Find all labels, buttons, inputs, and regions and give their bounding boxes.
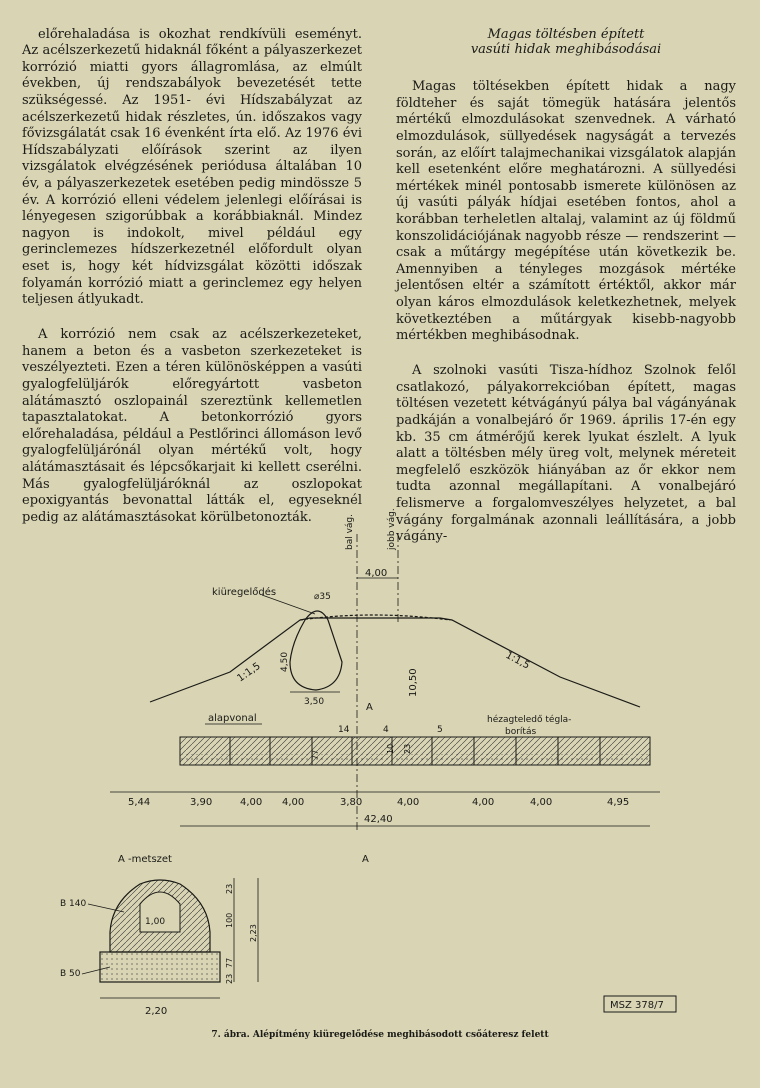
standard-stamp: MSZ 378/7 xyxy=(610,1000,664,1011)
figure-drawing xyxy=(0,492,760,1032)
section-b50: B 50 xyxy=(60,969,81,979)
dimension-value: 3,80 xyxy=(340,797,363,808)
paragraph: A korrózió nem csak az acélszerkezeteket, hanem a beton és a vasbeton szerkezeteket is veszélyezteti. Ezen a téren különösképpen a vasúti gyalogfelüljárók előregyártott vasbeton alátámasztó oszlopainál szereztünk kellemetlen tapasztalatokat. A betonkorrózió gyors előrehaladása, például a Pestlőrinci állomáson levő gyalogfelüljárónál olyan mértékű volt, hogy alátámasztásait és lépcsőkarjait ki kellett cserélni. Más gyalogfelüljáróknál az oszlopokat epoxigyantás bevonattal látták el, egyeseknél pedig az alátámasztásokat körülbetonozták. xyxy=(22,327,362,525)
section-dim-23b: 23 xyxy=(225,973,234,984)
slope-left: 1:1,5 xyxy=(235,660,263,685)
section-heading: Magas töltésben épített vasúti hidak meghibásodásai xyxy=(470,26,662,57)
section-b140: B 140 xyxy=(60,899,87,909)
section-dim-23a: 23 xyxy=(225,883,234,894)
section-a-drawing xyxy=(100,880,220,982)
total-dimension: 42,40 xyxy=(364,814,393,825)
figure-caption: 7. ábra. Alépítmény kiüregelődése meghibásodott csőáteresz felett xyxy=(211,1030,549,1040)
section-dim-77: 77 xyxy=(225,957,234,968)
dimension-value: 3,90 xyxy=(190,797,213,808)
track-label-left: bal vág. xyxy=(345,513,355,550)
dim-77: 77 xyxy=(311,749,320,760)
section-title: A -metszet xyxy=(118,854,172,865)
paragraph: A szolnoki vasúti Tisza-hídhoz Szolnok felől csatlakozó, pályakorrekcióban épített, magas töltésen vezetett kétvágányú pálya bal vágányának padkáján a vonalbejáró őr 1969. április 17-én egy kb. 35 cm átmérőjű kerek lyukat észlelt. A lyuk alatt a töltésben mély üreg volt, melynek méreteit megfelelő eszközök hiányában az őr ekkor nem tudta azonnal megállapítani. A vonalbejáró felismerve a forgalomveszélyes helyzetet, a bal vágány forgalmának azonnali leállítására, a jobb vágány- xyxy=(396,363,736,545)
track-spacing-label: 4,00 xyxy=(365,568,388,579)
embankment xyxy=(150,615,640,707)
dimension-value: 4,00 xyxy=(530,797,553,808)
cavity xyxy=(290,611,342,690)
hole-dimension-a: 4,50 xyxy=(280,651,290,672)
section-dim-223: 2,23 xyxy=(249,924,258,942)
hole-diameter: ⌀35 xyxy=(314,592,331,602)
dim-23: 23 xyxy=(403,743,412,754)
left-column xyxy=(22,10,362,543)
culvert-base xyxy=(180,737,650,765)
section-dim-100: 100 xyxy=(225,912,234,928)
dimension-value: 5,44 xyxy=(128,797,151,808)
dim-14: 14 xyxy=(338,725,350,735)
section-inner-width: 1,00 xyxy=(145,917,166,927)
dim-10: 10 xyxy=(386,743,395,754)
cavity-width: 3,50 xyxy=(304,697,325,707)
paragraph: Magas töltésekben épített hidak a nagy földteher és saját tömegük hatására jelentős mértékű elmozdulásokat szenvednek. A várható elmozdulások, süllyedések nagyságát a tervezés során, az előírt talajmechanikai vizsgálatok alapján kell esetenként előre meghatározni. A süllyedési mértékek minél pontosabb ismerete különösen az új vasúti pályák hídjai esetében fontos, ahol a korábban terheletlen altalaj, valamint az új földmű konszolidációjának nagyobb része — rendszerint — csak a műtárgy megépítése után következik be. Amennyiben a tényleges mozgások mértéke jelentősen eltér a számított értéktől, akkor már olyan káros elmozdulások keletkezhetnek, melyek következtében a műtárgyak kisebb-nagyobb mértékben meghibásodnak. xyxy=(396,79,736,344)
dim-5: 5 xyxy=(437,725,443,735)
right-column xyxy=(396,10,736,562)
dim-4: 4 xyxy=(383,725,389,735)
base-line-label: alapvonal xyxy=(208,713,257,724)
brick-lining-label-2: borítás xyxy=(505,727,537,737)
dimension-value: 4,00 xyxy=(240,797,263,808)
dimension-value: 4,00 xyxy=(282,797,305,808)
track-label-right: jobb vág. xyxy=(387,508,397,550)
paragraph: előrehaladása is okozhat rendkívüli eseményt. Az acélszerkezetű hidaknál főként a pályaszerkezet korrózió miatti gyors állagromlása, az elmúlt években, új rendszabályok bevezetését tette szükségessé. Az 1951- évi Hídszabályzat az acélszerkezetű hidak részletes, ún. időszakos vagy fővizsgálatát csak 16 évenként írta elő. Az 1976 évi Hídszabályzati előírások szerint az ilyen vizsgálatok elvégzésének periódusa általában 10 év, a pályaszerkezetek esetében pedig mindössze 5 év. A korrózió elleni védelem jelenlegi előírásai is lényegesen szigorúbbak a korábbiaknál. Mindez nagyon is indokolt, mivel például egy gerinclemezes hídszerkezetnél előfordult olyan eset is, hogy két hídvizsgálat közötti időszak folyamán korrózió miatt a gerinclemez egy helyen teljesen átlyukadt. xyxy=(22,26,362,308)
brick-lining-label-1: hézagteledő tégla- xyxy=(487,715,572,725)
dimension-value: 4,95 xyxy=(607,797,630,808)
slope-right: 1:1,5 xyxy=(503,649,532,672)
dimension-value: 4,00 xyxy=(397,797,420,808)
section-mark-bottom: A xyxy=(362,854,369,865)
section-width: 2,20 xyxy=(145,1006,168,1017)
cavity-label: kiüregelődés xyxy=(212,587,277,598)
dimension-labels xyxy=(128,797,629,808)
dimension-value: 4,00 xyxy=(472,797,495,808)
height-dimension: 10,50 xyxy=(408,668,419,697)
section-mark-top: A xyxy=(366,702,373,713)
